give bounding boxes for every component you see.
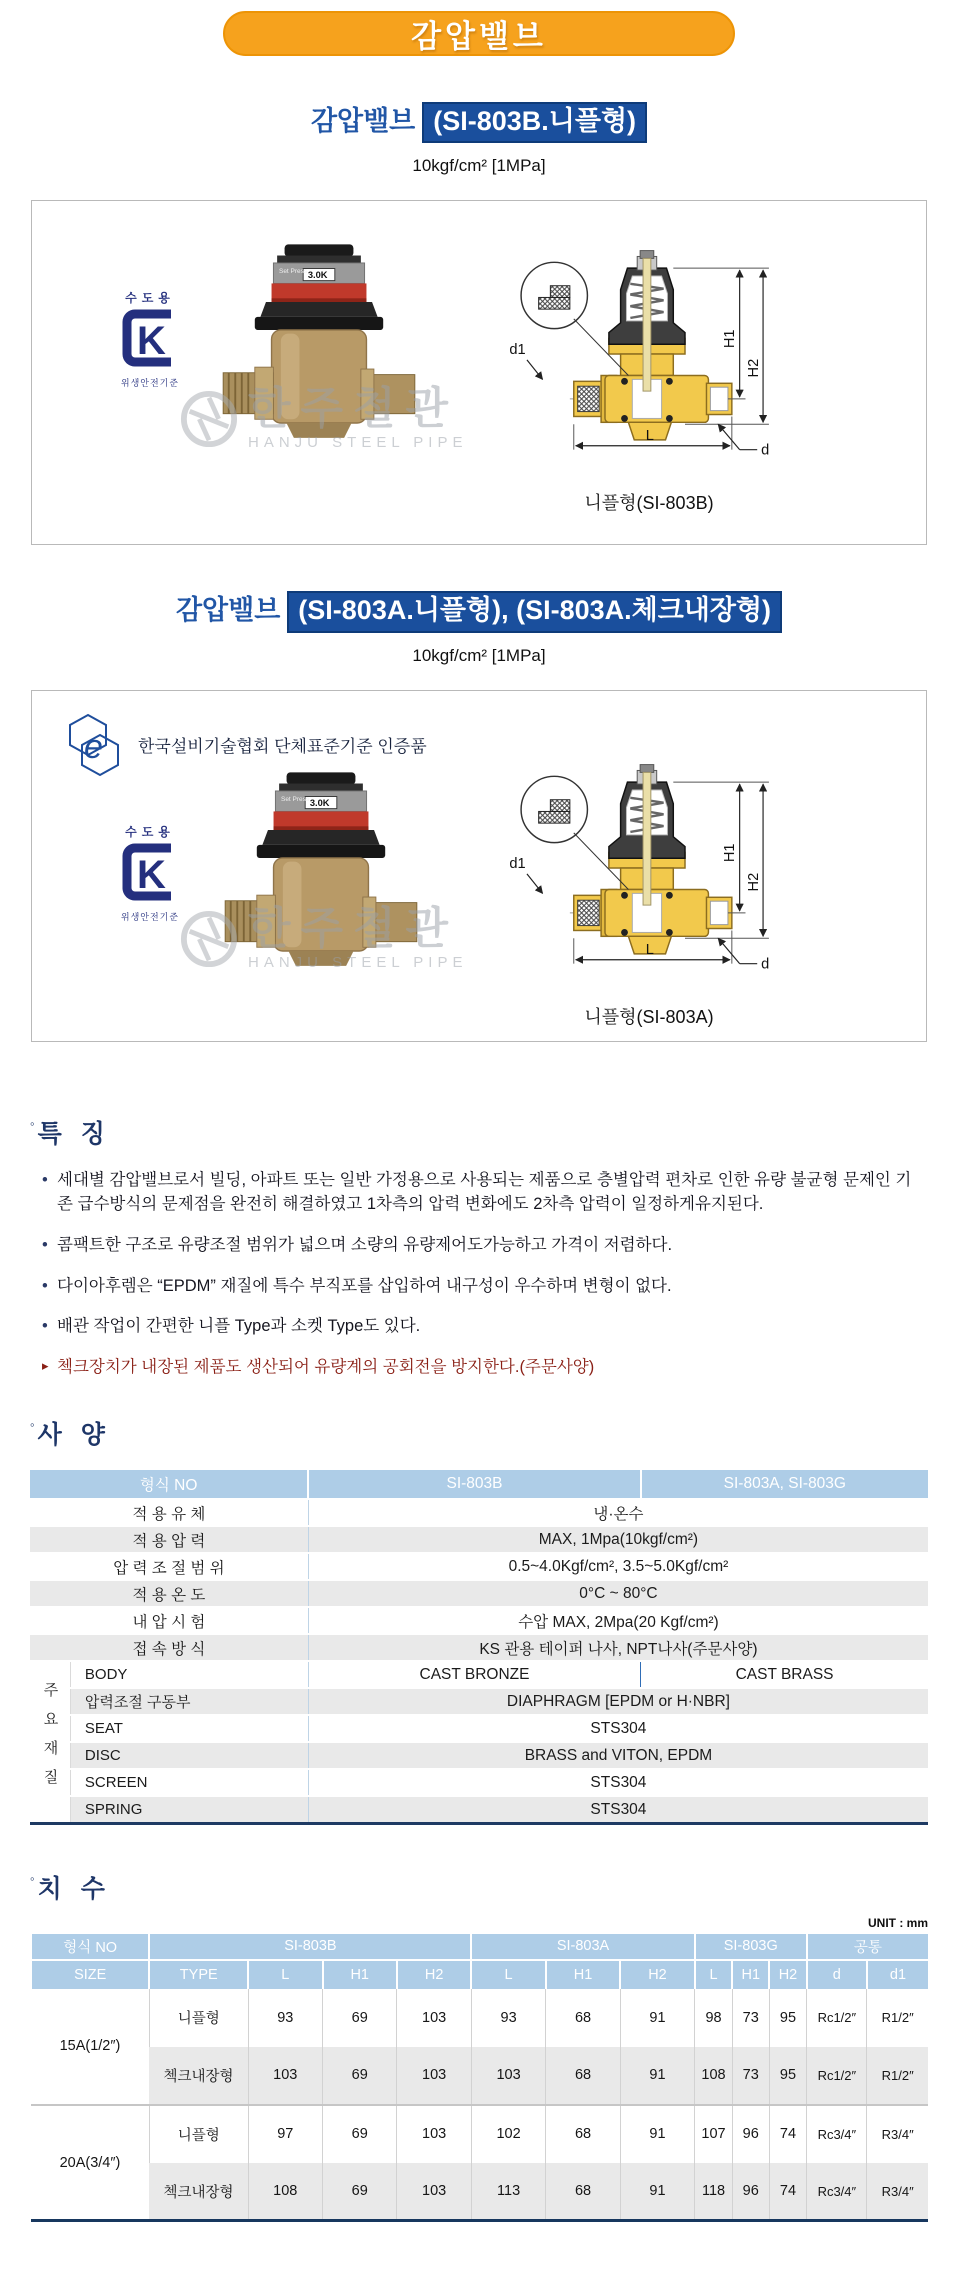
table-row: SEAT STS304 — [30, 1715, 928, 1742]
product2-pressure-rating: 10kgf/cm² [1MPa] — [412, 645, 546, 665]
dim-size-20a: 20A(3/4″) — [31, 2105, 149, 2221]
spec-material-group-label: 주요재질 — [30, 1661, 70, 1823]
feature-item: • 콤팩트한 구조로 유량조절 범위가 넓으며 소량의 유량제어도가능하고 가격이 저렴하다. — [42, 1234, 918, 1258]
product1-pressure-rating: 10kgf/cm² [1MPa] — [412, 156, 546, 176]
svg-text:d: d — [761, 442, 770, 459]
valve-photo — [214, 763, 428, 1005]
table-row: 20A(3/4″) 니플형 97 69 103 102 68 91 107 96 74 Rc3/4″ R3/4″ — [31, 2105, 928, 2163]
dim-header-si803g: SI-803G — [695, 1934, 807, 1960]
feature-item: • 다이아후렘은 “EPDM” 재질에 특수 부직포를 삽입하여 내구성이 우수하며 변형이 없다. — [42, 1275, 918, 1299]
svg-text:H1: H1 — [721, 329, 738, 349]
watermark-korean: 한주철관 — [248, 384, 459, 434]
valve-photo — [212, 235, 426, 477]
product2-title-model: (SI-803A.니플형), (SI-803A.체크내장형) — [287, 591, 782, 632]
table-row: 압 력 조 절 범 위 0.5~4.0Kgf/cm², 3.5~5.0Kgf/cm² — [30, 1553, 928, 1580]
table-row: 압력조절 구동부 DIAPHRAGM [EPDM or H·NBR] — [30, 1688, 928, 1715]
valve-cross-section-drawing — [484, 747, 806, 991]
svg-text:e: e — [84, 727, 103, 766]
spec-header-si803a-g: SI-803A, SI-803G — [641, 1469, 928, 1499]
table-row: 첵크내장형 103 69 103 103 68 91 108 73 95 Rc1/2″ R1/2″ — [31, 2047, 928, 2105]
spec-table — [30, 1468, 928, 1825]
feature-item: • 세대별 감압밸브로서 빌딩, 아파트 또는 일반 가정용으로 사용되는 제품으로 층별압력 편차로 인한 유량 불균형 문제인 기존 급수방식의 문제점을 완전히 해결하였고 1차측의 압력 변화에도 2차측 압력이 일정하게유지된다. — [42, 1169, 918, 1217]
dim-table-header-row2: SIZE TYPE L H1 H2 L H1 H2 L H1 H2 d d1 — [31, 1960, 928, 1989]
banner-title: 감압밸브 — [411, 19, 547, 54]
unit-label: UNIT : mm — [868, 1915, 928, 1930]
product1-title-prefix: 감압밸브 — [310, 106, 416, 136]
dimensions-heading: ◦ 치 수 — [30, 1870, 111, 1903]
product1-title-model: (SI-803B.니플형) — [422, 102, 647, 143]
kc-mark-bottom-label: 위생안전기준 — [120, 378, 180, 389]
dim-header-si803a: SI-803A — [471, 1934, 694, 1960]
features-list — [42, 1169, 928, 1340]
kc-certification-icon — [108, 823, 192, 923]
kc-mark-glyph — [119, 306, 181, 370]
dim-table-header-row1 — [31, 1934, 928, 1960]
association-cert-text: 한국설비기술협회 단체표준기준 인증품 — [138, 737, 427, 757]
product1-figure-box — [31, 200, 927, 545]
feature-note: ▸ 첵크장치가 내장된 제품도 생산되어 유량계의 공회전을 방지한다.(주문사양) — [42, 1356, 928, 1379]
association-logo-icon — [58, 713, 128, 777]
table-row: DISC BRASS and VITON, EPDM — [30, 1742, 928, 1769]
kc-mark-bottom-label: 위생안전기준 — [120, 911, 180, 922]
table-row: 접 속 방 식 KS 관용 테이퍼 나사, NPT나사(주문사양) — [30, 1634, 928, 1661]
product2-figure-caption: 니플형(SI-803A) — [584, 1006, 714, 1027]
watermark-english: HANJU STEEL PIPE — [248, 434, 468, 452]
svg-text:H2: H2 — [746, 359, 763, 378]
kc-mark-top-label: 수도용 — [125, 824, 175, 839]
svg-text:Set Press: Set Press — [278, 268, 308, 276]
table-row: 적 용 압 력 MAX, 1Mpa(10kgf/cm²) — [30, 1526, 928, 1553]
kc-mark-top-label: 수도용 — [125, 291, 175, 306]
product2-title — [0, 591, 958, 632]
spec-header-model-no: 형식 NO — [30, 1469, 308, 1499]
spec-header-si803b: SI-803B — [308, 1469, 640, 1499]
dim-header-model-no: 형식 NO — [31, 1934, 149, 1960]
product1-figure-caption: 니플형(SI-803B) — [584, 493, 714, 514]
svg-text:H2: H2 — [746, 872, 763, 892]
product1-title — [0, 102, 958, 143]
table-row: SPRING STS304 — [30, 1796, 928, 1823]
valve-cross-section-drawing — [484, 233, 806, 477]
dim-size-15a: 15A(1/2″) — [31, 1989, 149, 2105]
dim-header-common: 공통 — [807, 1934, 928, 1960]
svg-text:H1: H1 — [721, 843, 738, 862]
watermark-english: HANJU STEEL PIPE — [248, 953, 468, 971]
dim-header-si803b: SI-803B — [149, 1934, 471, 1960]
page-banner — [223, 11, 735, 56]
svg-text:d1: d1 — [509, 342, 526, 359]
watermark-korean: 한주철관 — [248, 903, 459, 953]
feature-item: • 배관 작업이 간편한 니플 Type과 소켓 Type도 있다. — [42, 1315, 918, 1339]
svg-text:L: L — [645, 428, 654, 445]
table-row: 적 용 유 체 냉·온수 — [30, 1499, 928, 1526]
table-row: 15A(1/2″) 니플형 93 69 103 93 68 91 98 73 95 Rc1/2″ R1/2″ — [31, 1989, 928, 2047]
kc-mark-glyph — [119, 840, 181, 904]
table-row: 첵크내장형 108 69 103 113 68 91 118 96 74 Rc3/4″ R3/4″ — [31, 2163, 928, 2221]
specs-heading: ◦ 사 양 — [30, 1417, 111, 1450]
product2-figure-box — [31, 690, 927, 1042]
section-ring-icon: ◦ — [30, 1417, 35, 1433]
kc-certification-icon — [108, 289, 192, 389]
svg-text:3.0K: 3.0K — [309, 797, 330, 808]
svg-text:d1: d1 — [509, 855, 526, 872]
svg-text:d: d — [761, 956, 770, 973]
svg-text:K: K — [137, 852, 166, 897]
table-row: 주요재질 BODY CAST BRONZE CAST BRASS — [30, 1661, 928, 1688]
section-ring-icon: ◦ — [30, 1115, 35, 1131]
features-heading: ◦ 특 징 — [30, 1115, 111, 1148]
svg-text:Set Press: Set Press — [280, 795, 310, 803]
svg-text:3.0K: 3.0K — [307, 270, 328, 281]
table-row: 적 용 온 도 0°C ~ 80°C — [30, 1580, 928, 1607]
table-row: SCREEN STS304 — [30, 1769, 928, 1796]
table-row: 내 압 시 험 수압 MAX, 2Mpa(20 Kgf/cm²) — [30, 1607, 928, 1634]
spec-table-header-row — [30, 1469, 928, 1499]
svg-text:L: L — [645, 941, 654, 958]
product2-title-prefix: 감압밸브 — [175, 595, 281, 626]
section-ring-icon: ◦ — [30, 1870, 35, 1886]
page — [0, 11, 958, 2222]
dimensions-table — [30, 1934, 928, 2223]
svg-text:K: K — [137, 319, 166, 364]
